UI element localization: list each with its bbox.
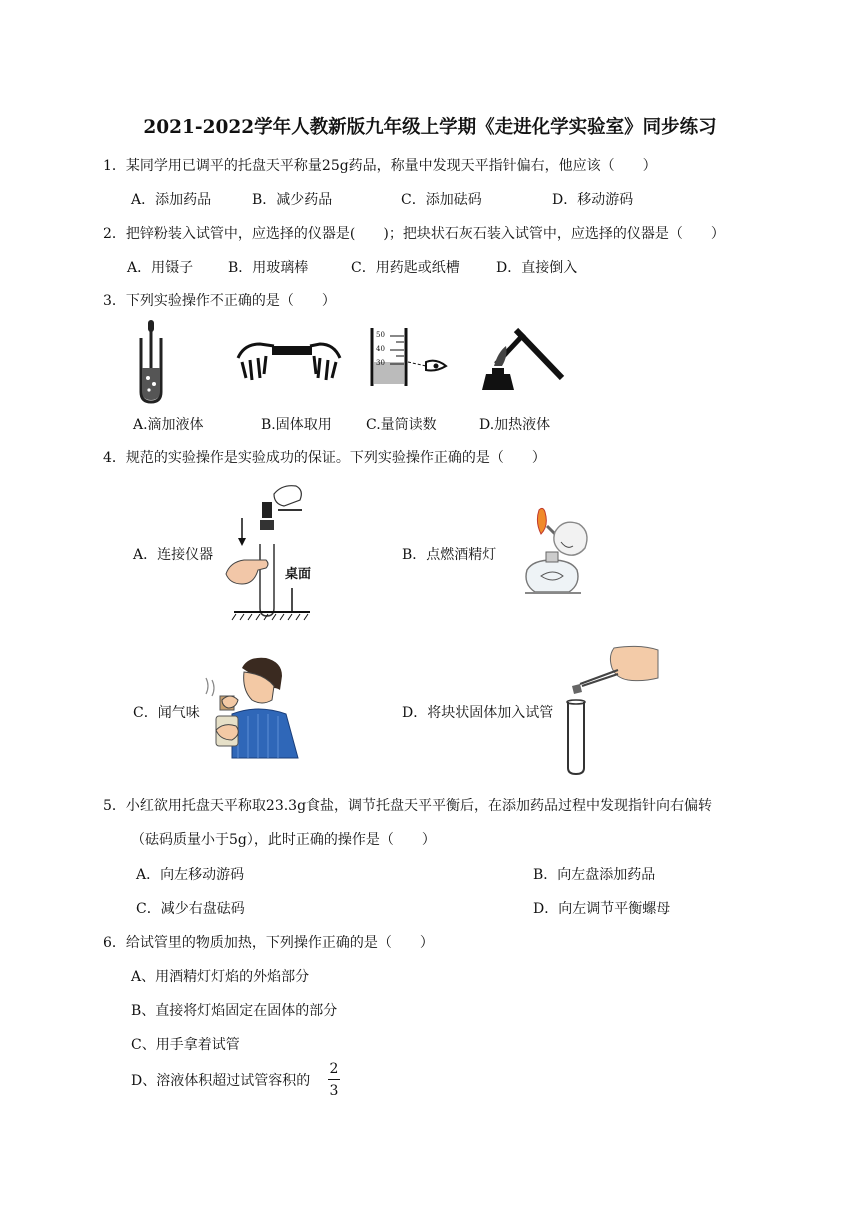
q2-option-a: A．用镊子 [127,260,194,276]
q2-option-b: B．用玻璃棒 [228,260,309,276]
q5-option-b: B．向左盘添加药品 [533,867,656,883]
q5-stem-line2: （砝码质量小于5g），此时正确的操作是（ ） [131,832,436,848]
smelling-gas-figure [202,656,302,760]
page-title: 2021-2022学年人教新版九年级上学期《走进化学实验室》同步练习 [143,117,717,138]
heating-liquid-figure [478,322,568,398]
q6-stem: 6．给试管里的物质加热，下列操作正确的是（ ） [103,935,434,951]
block-solid-test-tube-figure [562,644,662,778]
cylinder-mark-50: 50 [376,331,385,339]
dropper-test-tube-figure [130,318,172,406]
solid-taking-figure [234,330,344,386]
q3-caption-c: C.量筒读数 [366,417,437,433]
fraction-denominator: 3 [329,1083,339,1099]
q3-caption-a: A.滴加液体 [133,417,204,433]
q3-caption-b: B.固体取用 [261,417,332,433]
q6-option-a: A、用酒精灯灯焰的外焰部分 [131,969,310,985]
q6-option-b: B、直接将灯焰固定在固体的部分 [131,1003,338,1019]
q1-option-c: C．添加砝码 [401,192,482,208]
connect-apparatus-figure [224,480,314,622]
cylinder-mark-40: 40 [376,345,385,353]
alcohol-lamp-figure [505,502,595,604]
q1-option-b: B．减少药品 [252,192,333,208]
q5-option-d: D．向左调节平衡螺母 [533,901,671,917]
q5-option-a: A．向左移动游码 [136,867,245,883]
q2-option-d: D．直接倒入 [496,260,578,276]
q4-stem: 4．规范的实验操作是实验成功的保证。下列实验操作正确的是（ ） [103,450,546,466]
fraction-numerator: 2 [329,1061,339,1077]
cylinder-mark-30: 30 [376,359,385,367]
q4-option-c: C．闻气味 [133,705,200,721]
q1-option-a: A．添加药品 [131,192,212,208]
q6-option-c: C、用手拿着试管 [131,1037,240,1053]
q1-option-d: D．移动游码 [552,192,634,208]
q4-option-d: D．将块状固体加入试管 [402,705,554,721]
figure-label-desk: 桌面 [285,567,312,582]
q2-stem: 2．把锌粉装入试管中，应选择的仪器是( )；把块状石灰石装入试管中，应选择的仪器是（ ） [103,226,725,242]
q2-option-c: C．用药匙或纸槽 [351,260,460,276]
q5-stem-line1: 5．小红欲用托盘天平称取23.3g食盐，调节托盘天平平衡后，在添加药品过程中发现指针向右偏转 [103,798,713,814]
q3-stem: 3．下列实验操作不正确的是（ ） [103,293,336,309]
q3-caption-d: D.加热液体 [479,417,551,433]
q4-option-a: A．连接仪器 [133,547,214,563]
fraction-bar [328,1079,340,1080]
q1-stem: 1．某同学用已调平的托盘天平称量25g药品，称量中发现天平指针偏右，他应该（ ） [103,158,657,174]
q6-option-d: D、溶液体积超过试管容积的 [131,1073,311,1089]
q5-option-c: C．减少右盘砝码 [136,901,245,917]
q4-option-b: B．点燃酒精灯 [402,547,497,563]
